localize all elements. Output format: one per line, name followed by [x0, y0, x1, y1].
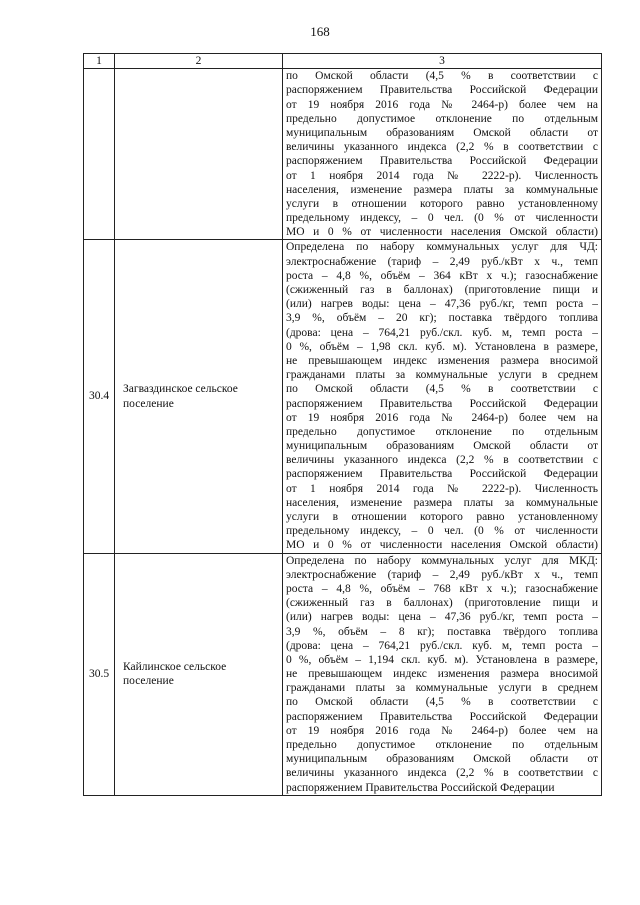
text-line: предельному индексу, – 0 чел. (0 % от численности [286, 525, 598, 538]
text-line: распоряжением Правительства Российской Федерации [286, 397, 598, 410]
document-table [83, 53, 602, 796]
settlement-name-line: Загваздинское сельское [123, 383, 238, 396]
row-description-cell [283, 553, 602, 795]
text-line: (дрова: цена – 764,21 руб./скл. куб. м, темп роста – [286, 639, 598, 652]
text-line: величины указанного индекса (2,2 % в соответствии с [286, 454, 598, 467]
text-line: (дрова: цена – 764,21 руб./скл. куб. м, темп роста – [286, 326, 598, 339]
column-header-3: 3 [283, 54, 602, 69]
text-line: электроснабжение (тариф – 2,49 руб./кВт х ч., темп [286, 255, 598, 268]
text-line: по Омской области (4,5 % в соответствии с [286, 383, 598, 396]
text-line: распоряжением Правительства Российской Федерации [286, 781, 555, 794]
row-number-cell: 30.5 [84, 553, 115, 795]
text-line: предельному индексу, – 0 чел. (0 % от численности [286, 212, 598, 225]
text-line: муниципальным образованиям Омской области от [286, 440, 598, 453]
text-line: распоряжением Правительства Российской Федерации [286, 155, 598, 168]
text-line: муниципальным образованиям Омской области от [286, 753, 598, 766]
text-line: услуги в отношении которого равно установленному [286, 511, 598, 524]
text-line: Определена по набору коммунальных услуг для ЧД: [286, 241, 598, 254]
row-name-cell [115, 69, 283, 240]
text-line: роста – 4,8 %, объём – 768 кВт х ч.); газоснабжение [286, 582, 598, 595]
text-line: 0 %, объём – 1,194 скл. куб. м). Установлена в размере, [286, 653, 598, 666]
text-line: по Омской области (4,5 % в соответствии с [286, 70, 598, 83]
text-line: гражданами платы за коммунальные услуги в среднем [286, 369, 598, 382]
column-header-2: 2 [115, 54, 283, 69]
text-line: от 19 ноября 2016 года № 2464-р) более чем на [286, 411, 598, 424]
table-header-row [84, 54, 602, 69]
text-line: услуги в отношении которого равно установленному [286, 197, 598, 210]
text-line: распоряжением Правительства Российской Федерации [286, 84, 598, 97]
text-line: (сжиженный газ в баллонах) (приготовление пищи и [286, 597, 598, 610]
text-line: (сжиженный газ в баллонах) (приготовление пищи и [286, 284, 598, 297]
text-line: распоряжением Правительства Российской Федерации [286, 468, 598, 481]
text-line: от 1 ноября 2014 года № 2222-р). Численность [286, 482, 598, 495]
table-row-30-4 [84, 240, 602, 553]
text-line: (или) нагрев воды: цена – 47,36 руб./кг, темп роста – [286, 298, 598, 311]
text-line: электроснабжение (тариф – 2,49 руб./кВт х ч., темп [286, 568, 598, 581]
column-header-1: 1 [84, 54, 115, 69]
page-number: 168 [310, 24, 330, 39]
row-number-cell: 30.4 [84, 240, 115, 553]
text-line: не превышающем индекс изменения размера вносимой [286, 354, 598, 367]
text-line: не превышающем индекс изменения размера вносимой [286, 668, 598, 681]
text-line: по Омской области (4,5 % в соответствии с [286, 696, 598, 709]
settlement-name-line: поселение [123, 675, 174, 688]
text-line: Определена по набору коммунальных услуг для МКД: [286, 554, 598, 567]
settlement-name-line: Кайлинское сельское [123, 660, 227, 673]
text-line: предельно допустимое отклонение по отдельным [286, 112, 598, 125]
row-number-cell [84, 69, 115, 240]
row-description-cell [283, 240, 602, 553]
text-line: 0 %, объём – 1,98 скл. куб. м). Установлена в размере, [286, 340, 598, 353]
text-line: величины указанного индекса (2,2 % в соответствии с [286, 767, 598, 780]
text-line: МО и 0 % от численности населения Омской области) [286, 226, 598, 239]
text-line: населения, изменение размера платы за коммунальные [286, 183, 598, 196]
row-name-cell [115, 553, 283, 795]
row-name-cell [115, 240, 283, 553]
settlement-name-line: поселение [123, 397, 174, 410]
text-line: предельно допустимое отклонение по отдельным [286, 425, 598, 438]
text-line: МО и 0 % от численности населения Омской области) [286, 539, 598, 552]
table-row-30-5 [84, 553, 602, 795]
text-line: от 1 ноября 2014 года № 2222-р). Численность [286, 169, 598, 182]
text-line: предельно допустимое отклонение по отдельным [286, 739, 598, 752]
text-line: от 19 ноября 2016 года № 2464-р) более чем на [286, 724, 598, 737]
text-line: 3,9 %, объём – 20 кг); поставка твёрдого топлива [286, 312, 598, 325]
text-line: муниципальным образованиям Омской области от [286, 126, 598, 139]
text-line: (или) нагрев воды: цена – 47,36 руб./кг, темп роста – [286, 611, 598, 624]
text-line: гражданами платы за коммунальные услуги в среднем [286, 682, 598, 695]
text-line: величины указанного индекса (2,2 % в соответствии с [286, 141, 598, 154]
row-description-cell [283, 69, 602, 240]
text-line: 3,9 %, объём – 8 кг); поставка твёрдого топлива [286, 625, 598, 638]
text-line: роста – 4,8 %, объём – 364 кВт х ч.); газоснабжение [286, 269, 598, 282]
text-line: населения, изменение размера платы за коммунальные [286, 496, 598, 509]
text-line: распоряжением Правительства Российской Федерации [286, 710, 598, 723]
table-row-continuation [84, 69, 602, 240]
text-line: от 19 ноября 2016 года № 2464-р) более чем на [286, 98, 598, 111]
